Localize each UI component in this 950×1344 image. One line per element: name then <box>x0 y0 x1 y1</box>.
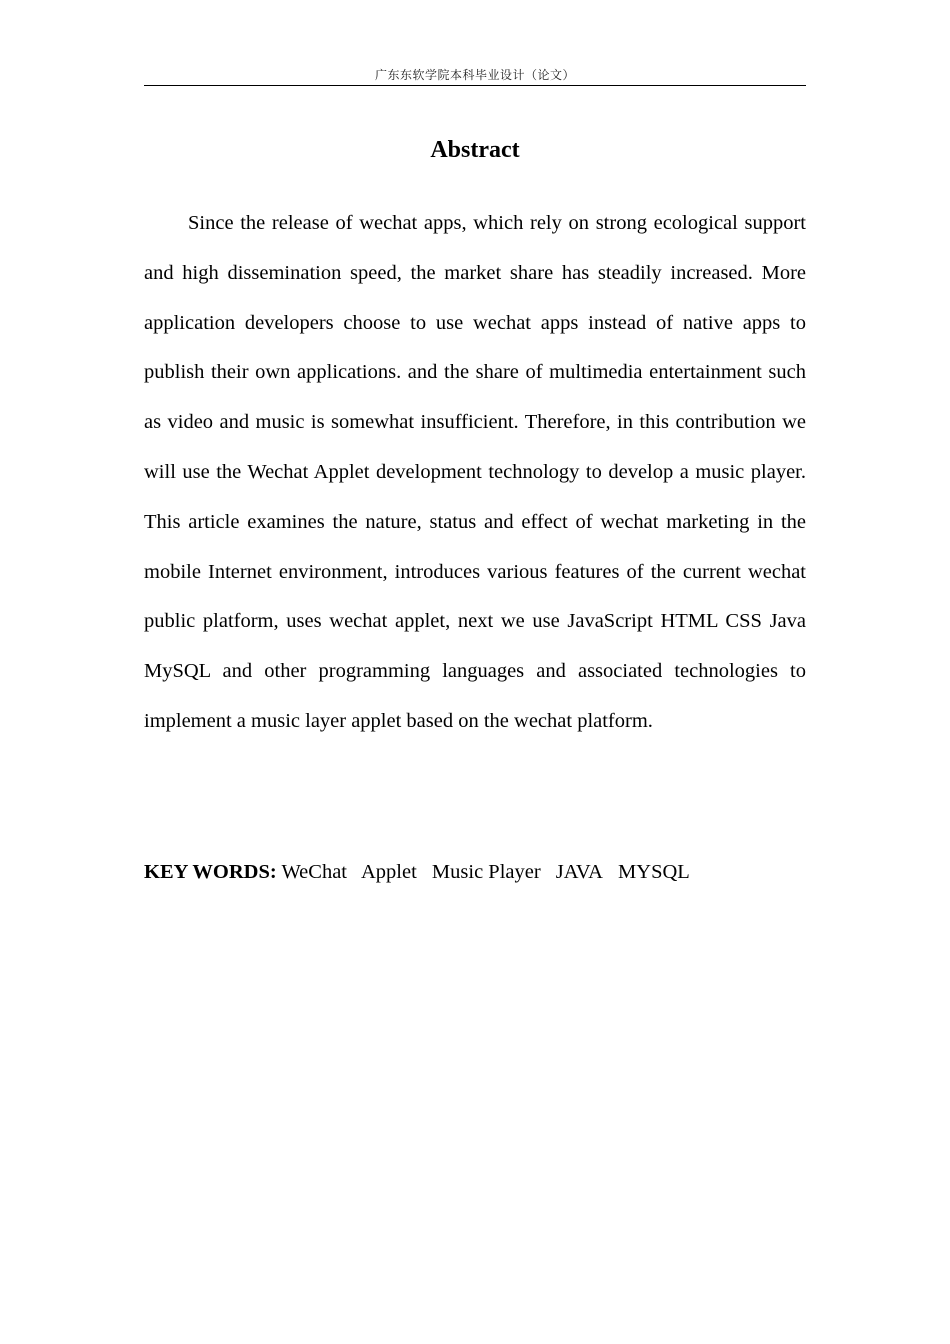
keyword-term: JAVA <box>555 861 603 883</box>
keyword-term: Applet <box>361 861 417 883</box>
keyword-term: WeChat <box>281 861 347 883</box>
keyword-term: Music Player <box>431 861 541 883</box>
abstract-paragraph: Since the release of wechat apps, which rely on strong ecological support and high dissemination speed, the market share has steadily increased. More application developers choose to use wechat apps instead of native apps to publish their own applications. and the share of multimedia entertainment such as video and music is somewhat insufficient. Therefore, in this contribution we will use the Wechat Applet development technology to develop a music player. This article examines the nature, status and effect of wechat marketing in the mobile Internet environment, introduces various features of the current wechat public platform, uses wechat applet, next we use JavaScript HTML CSS Java MySQL and other programming languages and associated technologies to implement a music layer applet based on the wechat platform. <box>144 212 806 732</box>
keywords-line <box>144 849 806 895</box>
running-header: 广东东软学院本科毕业设计（论文） <box>374 68 575 82</box>
page-title: Abstract <box>430 137 520 163</box>
header-rule <box>144 85 806 86</box>
keyword-term: MYSQL <box>618 861 690 883</box>
keywords-label: KEY WORDS: <box>144 861 277 883</box>
